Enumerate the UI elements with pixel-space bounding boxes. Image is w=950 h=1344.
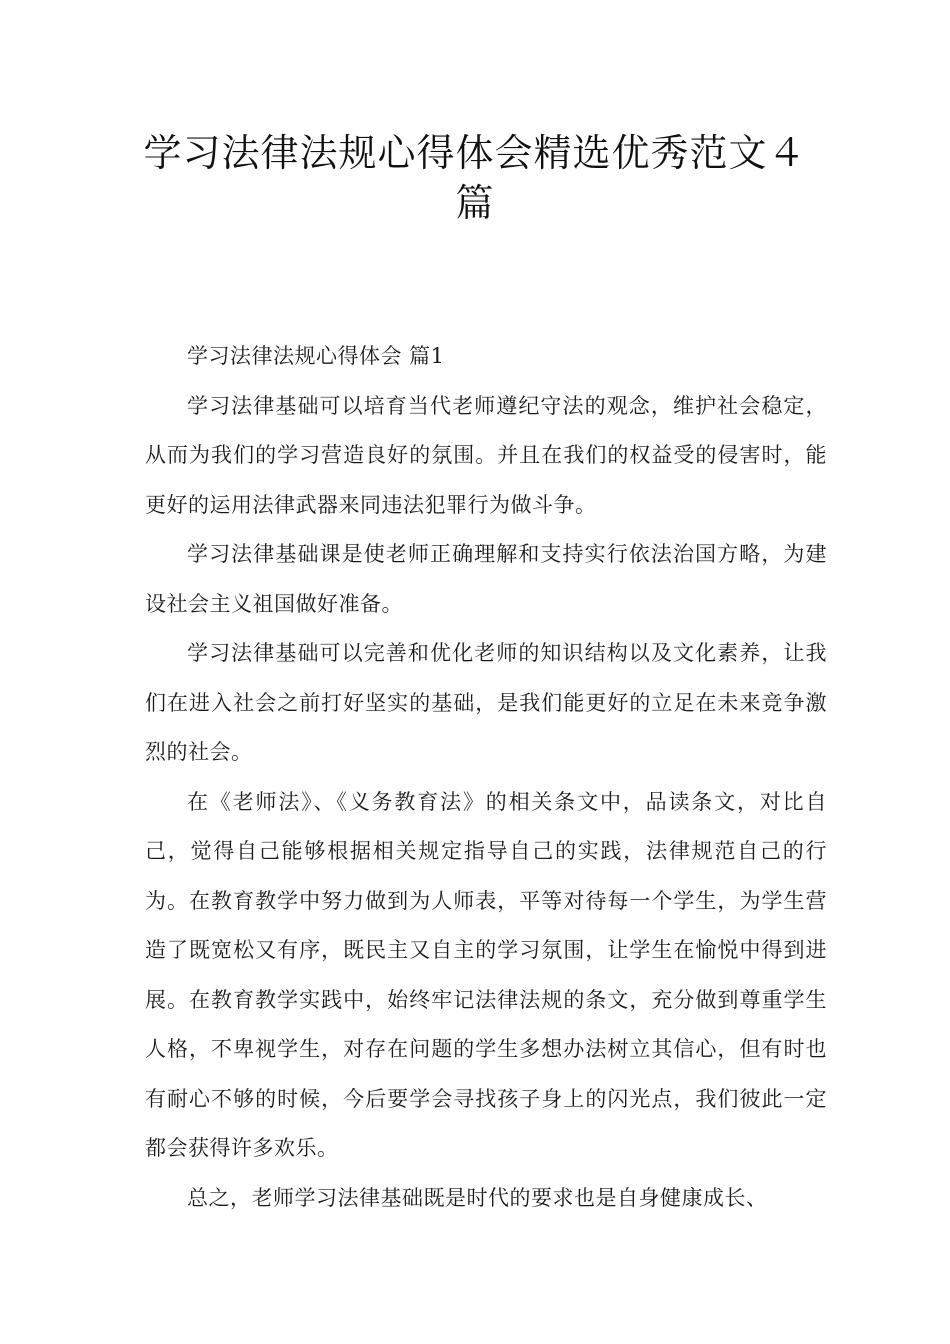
document-body	[145, 332, 827, 1223]
paragraph-3: 学习法律基础可以完善和优化老师的知识结构以及文化素养，让我们在进入社会之前打好坚实的基础，是我们能更好的立足在未来竞争激烈的社会。	[145, 641, 827, 764]
document-title: 学习法律法规心得体会精选优秀范文４篇	[143, 131, 807, 225]
section-heading: 学习法律法规心得体会 篇1	[187, 344, 445, 368]
paragraph-2: 学习法律基础课是使老师正确理解和支持实行依法治国方略，为建设社会主义祖国做好准备。	[145, 542, 827, 616]
paragraph-4: 在《老师法》、《义务教育法》的相关条文中，品读条文，对比自己，觉得自己能够根据相关规定指导自己的实践，法律规范自己的行为。在教育教学中努力做到为人师表，平等对待每一个学生，为学生营造了既宽松又有序，既民主又自主的学习氛围，让学生在愉悦中得到进展。在教育教学实践中，始终牢记法律法规的条文，充分做到尊重学生人格，不卑视学生，对存在问题的学生多想办法树立其信心，但有时也有耐心不够的时候，今后要学会寻找孩子身上的闪光点，我们彼此一定都会获得许多欢乐。	[145, 789, 827, 1160]
paragraph-1: 学习法律基础可以培育当代老师遵纪守法的观念，维护社会稳定，从而为我们的学习营造良好的氛围。并且在我们的权益受的侵害时，能更好的运用法律武器来同违法犯罪行为做斗争。	[145, 393, 827, 517]
paragraph-5: 总之，老师学习法律基础既是时代的要求也是自身健康成长、	[187, 1185, 768, 1210]
